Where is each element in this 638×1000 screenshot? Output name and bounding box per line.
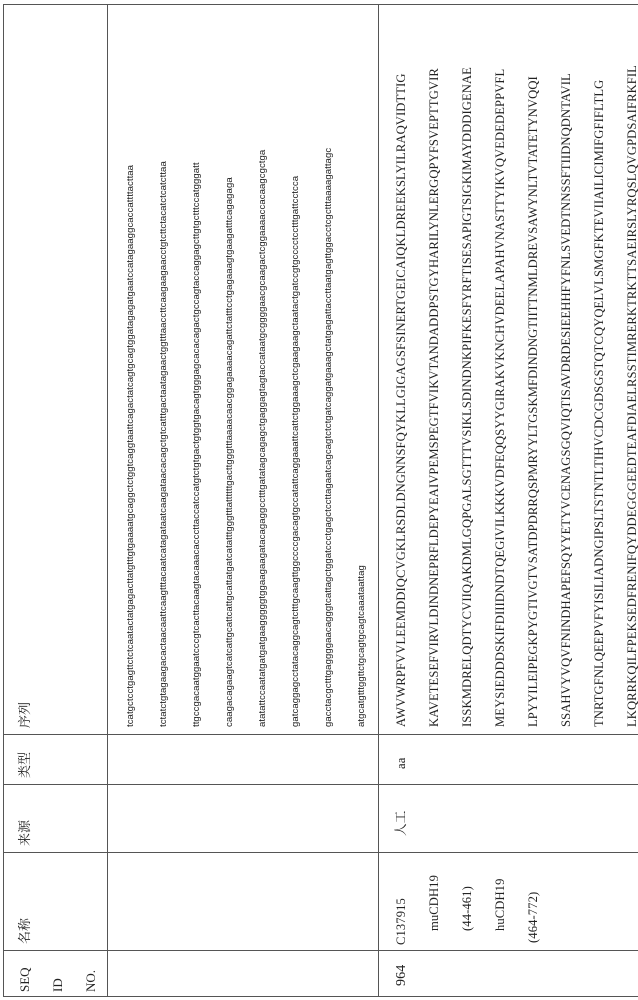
document-viewport <box>0 0 638 1000</box>
header-seq-id-line: NO. <box>74 951 107 992</box>
sequence-line: LPYYILEIPEGKPYGTIVGTVSATDPDRRQSPMRYYLTGSKMFDINDNGTIITTNMLDREVSAWYNLTVTATETYNVQQI <box>517 5 550 727</box>
source-cell <box>108 785 379 853</box>
header-type-label: 类型 <box>8 735 41 778</box>
sequence-line: AWVWRPFVVLEEMDDIQCVGKLRSDLDNGNNSFQYKLLGIGAGSFSINERTGEICAIQKLDREEKSLYILRAQVIDTTIG <box>385 5 418 727</box>
header-source <box>4 785 108 853</box>
sequence-table <box>3 4 638 997</box>
name-cell <box>108 853 379 951</box>
table-header-row <box>4 5 108 997</box>
sequence-cell <box>379 5 638 735</box>
sequence-line: tctatctgtagaagacactaacaattcaagtttacaatcatagataatcaagataacacagctgtcatttgactaatagaactggtttaaccttcaagaagaacctgtcttctacatctcatcttaa <box>147 5 180 727</box>
header-name <box>4 853 108 951</box>
source <box>114 785 147 836</box>
name-line: muCDH19 <box>418 853 451 945</box>
table-row <box>108 5 379 997</box>
seq-id <box>114 951 147 982</box>
seq-id: 964 <box>385 951 418 986</box>
sequence-line: ttgccgacaatggaatcccgtcacttacaagtacaaacacccttaccatccatgtctgtgactgtggtgacagtgggagcacacagactgccagtaccaggagcttgtgctttccatgggatt <box>180 5 213 727</box>
name-cell <box>379 853 638 951</box>
header-name-label: 名称 <box>8 853 41 944</box>
sequence-line: atgcatgtttggttctgcagtgcagtcaaataattag <box>345 5 378 727</box>
sequence-line: TNRTGFNLQEEPVFYISILIADNGIPSLTSTNTLTIHVCDCGDSGSTQTCQYQELVLSMGFKTEVIIAILICIMIFGFIFLTLG <box>583 5 616 727</box>
sequence-line: MEYSIEDDDSKIFDIIIDNDTQEGIVILKKKVDFEQQSYYGIRAKVKNCHVDEELAPAHVNASTTYIKVQVEDEDEPPVFL <box>484 5 517 727</box>
sequence-line: tcatgctcctgagttctctcaatactatgagacttatgtttgtgaaaatgcaggctctggtcaggtaattcagactatcagtgcagtggatagagatgaatccatagaaggcaccattttacttaa <box>114 5 147 727</box>
header-seq-id-line: ID <box>41 951 74 992</box>
sequence-line: LKQRRKQILFPEKSEDFRENIFQYDDEGGGEEDTEAFDIAELRSSTIMRERKTRKTTSAEIRSLYRQSLQVGPDSAIFRKFIL <box>616 5 638 727</box>
sequence-line: caagacagaagtcatcattgcattcattgcattatgatcatatttgggtttattttttgacttgggtttaaaacaacggagaaaacagattctatttcctgagaaagtgaagatttcagagaga <box>213 5 246 727</box>
name-line: huCDH19 <box>484 853 517 945</box>
header-seq-id <box>4 951 108 997</box>
header-sequence <box>4 5 108 735</box>
name-line: (44-461) <box>451 853 484 945</box>
name-line: C137915 <box>385 853 418 945</box>
sequence-line: gacctacgctttgaggggaacagggtcattagctggatccctgagctccttagaatcagcagtctctgatcaggatgaaagctatgagattaccttaatgagttggacctcgctttaaaagattagc <box>312 5 345 727</box>
header-source-label: 来源 <box>8 785 41 846</box>
rotated-page <box>0 0 638 1000</box>
type <box>114 735 147 769</box>
name-line: (464-772) <box>517 853 550 945</box>
seq-id-cell <box>108 951 379 997</box>
source-cell <box>379 785 638 853</box>
type: aa <box>385 735 418 769</box>
header-seq-id-line: SEQ <box>8 951 41 992</box>
type-cell <box>379 735 638 785</box>
sequence-line: SSAHVYVQVFNINDHAPEFSQYYETYVCENAGSGQVIQTISAVDRDESIEEHHFYFNLSVEDTNNSSFTIIDNQDNTAVIL <box>550 5 583 727</box>
seq-id-cell <box>379 951 638 997</box>
header-type <box>4 735 108 785</box>
source: 人工 <box>385 785 418 836</box>
table-row <box>379 5 638 997</box>
type-cell <box>108 735 379 785</box>
sequence-line: atatattccaatatgatgatgaagggggtggaagaagatacagaggcctttgatatagcagagctgaggagtagtaccataatgcggggaacgcaagactcggaaaaccacaagcgctga <box>246 5 279 727</box>
sequence-cell <box>108 5 379 735</box>
header-sequence-label: 序列 <box>8 5 41 728</box>
sequence-line: gatcaggagcctatacaggcagtctttgcaagttggccccgacagtgccatattcaggaaattcattctggaaagctcgaagaagctaatactgatccgtgcccctcctttgattcctcca <box>279 5 312 727</box>
sequence-line: KAVETESEFVIRVLDINDNEPRFLDEPYEAIVPEMSPEGTFVIKVTANDADDPSTGYHARILYNLERGQPYFSVEPTTGVIR <box>418 5 451 727</box>
sequence-line: ISSKMDRELQDTYCVIIQAKDMLGQPGALSGTTTVSIKLSDINDNKPIFKESFYRFTISESAPIGTSIGKIMAYDDDIGENAE <box>451 5 484 727</box>
